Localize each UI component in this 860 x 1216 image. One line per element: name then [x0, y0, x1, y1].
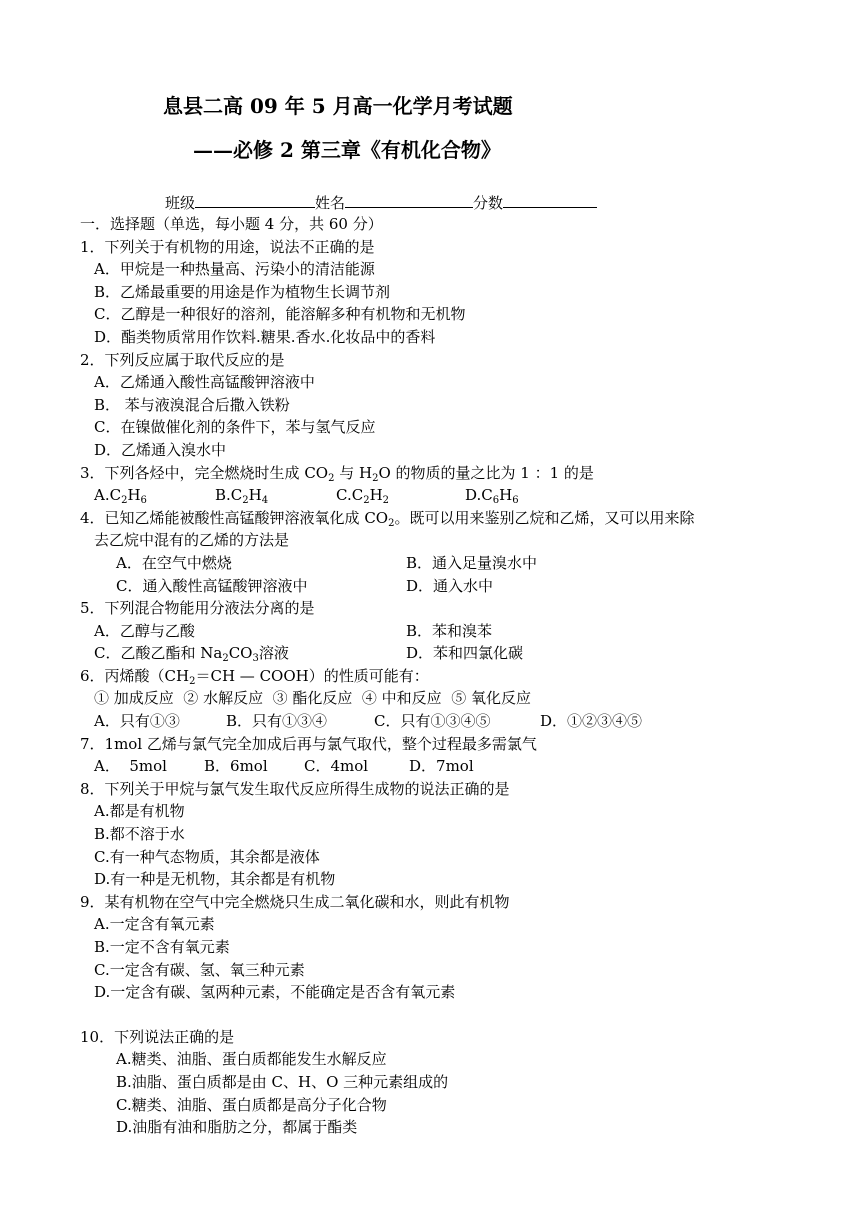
exam-subtitle: ——必修 2 第三章《有机化合物》	[193, 138, 501, 162]
formula-part: D.C	[465, 486, 493, 505]
score-label: 分数	[473, 194, 504, 212]
subscript: 6	[512, 495, 519, 507]
question-10-option-d: D.油脂有油和脂肪之分，都属于酯类	[116, 1118, 358, 1137]
question-4-stem	[80, 507, 800, 530]
question-5-option-d: D．苯和四氯化碳	[406, 644, 524, 663]
question-3-option-d	[465, 484, 519, 507]
question-4-stem-continued: 去乙烷中混有的乙烯的方法是	[94, 531, 290, 550]
student-info-line	[165, 192, 597, 213]
question-6-options	[80, 710, 800, 733]
subscript: 2	[363, 495, 370, 507]
question-5-stem: 5．下列混合物能用分液法分离的是	[80, 599, 315, 618]
subscript: 2	[242, 495, 249, 507]
question-6-stem	[80, 665, 800, 688]
question-6-stem-part: 6．丙烯酸（CH	[80, 666, 190, 685]
question-3-option-b	[215, 484, 336, 507]
question-5-options-row2	[80, 642, 800, 665]
question-9-option-d: D.一定含有碳、氢两种元素，不能确定是否含有氧元素	[94, 983, 456, 1002]
option-part: CO	[228, 644, 253, 663]
question-7-option-c: C．4mol	[304, 757, 369, 776]
question-8-option-a: A.都是有机物	[94, 802, 185, 821]
question-8-option-c: C.有一种气态物质，其余都是液体	[94, 847, 320, 866]
question-10-option-a: A.糖类、油脂、蛋白质都能发生水解反应	[116, 1050, 387, 1069]
class-label: 班级	[165, 194, 196, 212]
option-part: 溶液	[258, 644, 289, 663]
question-2-option-b: B． 苯与液溴混合后撒入铁粉	[94, 395, 290, 414]
question-7-option-a: A． 5mol	[94, 757, 167, 776]
subscript: 6	[492, 495, 500, 507]
question-7-options	[80, 755, 800, 778]
question-3-stem-part: 3．下列各烃中，完全燃烧时生成 CO	[80, 463, 329, 482]
question-list	[80, 213, 800, 1139]
question-6-stem-part: ＝CH — COOH）的性质可能有：	[195, 666, 429, 685]
question-1-option-d: D．酯类物质常用作饮料.糖果.香水.化妆品中的香料	[94, 327, 436, 346]
name-blank[interactable]	[345, 193, 473, 208]
question-6-option-a: A．只有①③	[94, 712, 180, 731]
question-9-option-a: A.一定含有氧元素	[94, 915, 215, 934]
question-3-stem-part: O 的物质的量之比为 1 ：1 的是	[378, 463, 594, 482]
question-9-option-b: B.一定不含有氧元素	[94, 938, 230, 956]
subscript: 2	[382, 495, 390, 507]
question-4-option-a: A．在空气中燃烧	[116, 553, 232, 572]
formula-part: C.C	[336, 486, 364, 505]
question-10-stem: 10．下列说法正确的是	[80, 1027, 235, 1046]
question-10-option-b: B.油脂、蛋白质都是由 C、H、O 三种元素组成的	[116, 1072, 449, 1091]
question-3-option-c	[336, 484, 465, 507]
formula-part: H	[248, 486, 262, 505]
question-8-option-b: B.都不溶于水	[94, 825, 185, 844]
question-4-option-b: B．通入足量溴水中	[406, 553, 538, 572]
subscript: 2	[189, 675, 196, 687]
question-7-option-b: B．6mol	[204, 757, 268, 776]
subscript: 2	[222, 653, 229, 665]
question-5-option-c	[94, 642, 406, 665]
subscript: 3	[252, 653, 259, 665]
class-blank[interactable]	[195, 193, 315, 208]
subscript: 2	[328, 472, 335, 484]
formula-part: B.C	[215, 486, 243, 505]
question-1-option-c: C．乙醇是一种很好的溶剂，能溶解多种有机物和无机物	[94, 305, 466, 324]
question-4-option-d: D．通入水中	[406, 576, 494, 595]
question-6-properties: ① 加成反应 ② 水解反应 ③ 酯化反应 ④ 中和反应 ⑤ 氧化反应	[94, 689, 531, 708]
question-5-option-b: B．苯和溴苯	[406, 621, 493, 640]
question-9-stem: 9．某有机物在空气中完全燃烧只生成二氧化碳和水，则此有机物	[80, 892, 510, 911]
question-8-stem: 8．下列关于甲烷与氯气发生取代反应所得生成物的说法正确的是	[80, 779, 510, 798]
question-1-stem: 1．下列关于有机物的用途，说法不正确的是	[80, 237, 375, 256]
subscript: 6	[140, 495, 147, 507]
subscript: 2	[372, 472, 379, 484]
question-5-options-row1	[80, 620, 800, 643]
formula-part: A.C	[94, 486, 122, 505]
question-3-stem	[80, 462, 800, 485]
formula-part: H	[127, 486, 141, 505]
question-4-stem-part: 4．已知乙烯能被酸性高锰酸钾溶液氧化成 CO	[80, 508, 389, 527]
question-6-option-d: D．①②③④⑤	[540, 712, 643, 731]
question-9-option-c: C.一定含有碳、氢、氧三种元素	[94, 960, 305, 979]
score-blank[interactable]	[503, 193, 597, 208]
question-3-option-a	[94, 484, 215, 507]
question-4-options-row2	[80, 575, 800, 598]
question-2-option-c: C．在镍做催化剂的条件下，苯与氢气反应	[94, 418, 376, 437]
formula-part: H	[369, 486, 383, 505]
question-3-options	[80, 484, 800, 507]
exam-title: 息县二高 09 年 5 月高一化学月考试题	[163, 94, 513, 118]
formula-part: H	[499, 486, 513, 505]
question-2-option-a: A．乙烯通入酸性高锰酸钾溶液中	[94, 373, 315, 392]
section-heading: 一．选择题（单选，每小题 4 分，共 60 分）	[80, 215, 383, 233]
question-6-option-c: C．只有①③④⑤	[374, 712, 491, 731]
question-4-options-row1	[80, 552, 800, 575]
question-4-option-c: C．通入酸性高锰酸钾溶液中	[116, 576, 308, 595]
question-1-option-a: A．甲烷是一种热量高、污染小的清洁能源	[94, 260, 375, 279]
question-8-option-d: D.有一种是无机物，其余都是有机物	[94, 870, 336, 889]
subscript: 2	[388, 517, 395, 529]
question-7-option-d: D．7mol	[409, 757, 474, 776]
question-2-stem: 2．下列反应属于取代反应的是	[80, 350, 285, 369]
option-part: C．乙酸乙酯和 Na	[94, 644, 223, 663]
subscript: 2	[121, 495, 128, 507]
subscript: 4	[261, 495, 269, 507]
question-7-stem: 7．1mol 乙烯与氯气完全加成后再与氯气取代，整个过程最多需氯气	[80, 734, 537, 753]
question-4-stem-part: 。既可以用来鉴别乙烷和乙烯，又可以用来除	[394, 508, 695, 527]
question-3-stem-part: 与 H	[334, 463, 373, 482]
question-5-option-a: A．乙醇与乙酸	[94, 621, 195, 640]
question-6-option-b: B．只有①③④	[226, 712, 328, 731]
spacer	[80, 1004, 800, 1026]
question-1-option-b: B．乙烯最重要的用途是作为植物生长调节剂	[94, 282, 391, 301]
name-label: 姓名	[315, 194, 346, 212]
question-10-option-c: C.糖类、油脂、蛋白质都是高分子化合物	[116, 1095, 387, 1114]
question-2-option-d: D．乙烯通入溴水中	[94, 440, 227, 459]
